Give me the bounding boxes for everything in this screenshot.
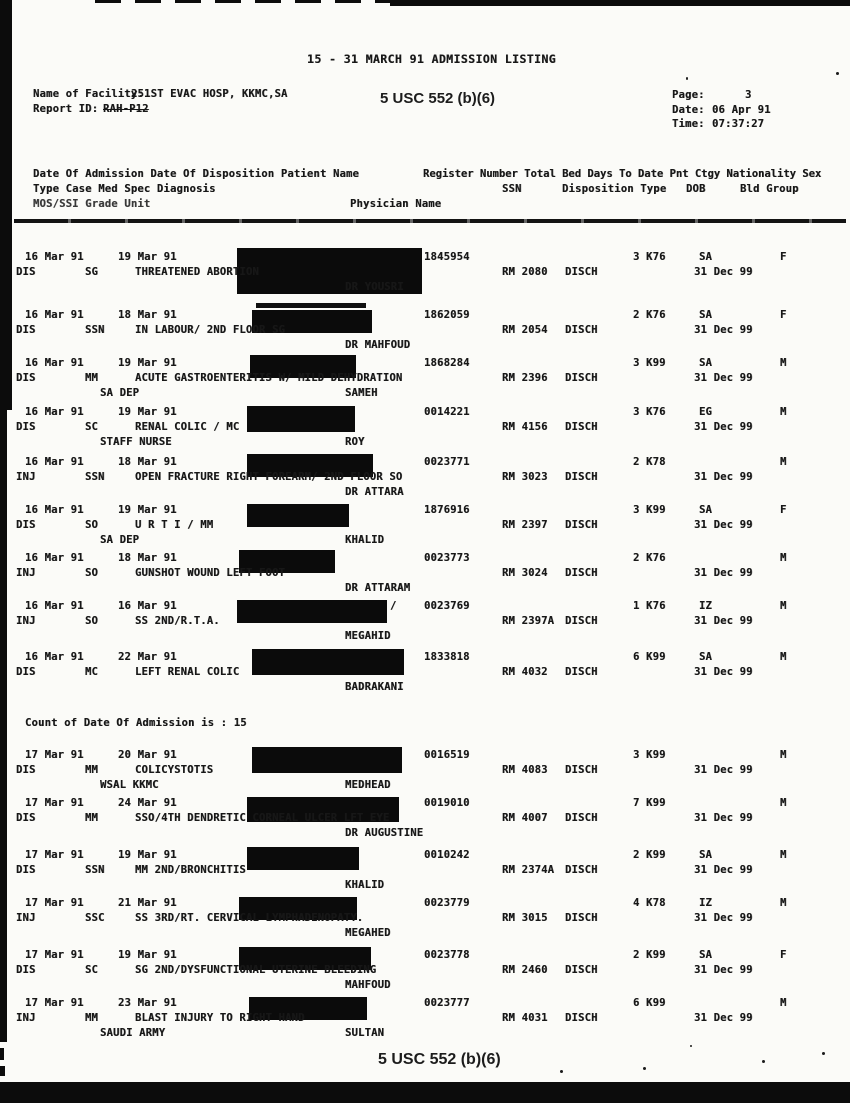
disposition-date: 19 Mar 91 bbox=[118, 949, 177, 961]
dob: 31 Dec 99 bbox=[694, 421, 753, 433]
disposition-type: DISCH bbox=[565, 266, 598, 278]
facility-value: 251ST EVAC HOSP, KKMC,SA bbox=[131, 88, 288, 100]
patient-name-redaction-box bbox=[247, 406, 355, 432]
room-number: RM 2080 bbox=[502, 266, 548, 278]
nationality: SA bbox=[699, 309, 713, 321]
admission-record bbox=[0, 456, 850, 504]
disposition-date: 18 Mar 91 bbox=[118, 456, 177, 468]
register-number: 0023777 bbox=[424, 997, 470, 1009]
bed-days-pnt-ctgy: 3 K76 bbox=[633, 406, 666, 418]
case-type: INJ bbox=[16, 471, 36, 483]
room-number: RM 2460 bbox=[502, 964, 548, 976]
sex: F bbox=[780, 949, 787, 961]
bed-days-pnt-ctgy: 2 K76 bbox=[633, 552, 666, 564]
time-value: 07:37:27 bbox=[712, 118, 765, 130]
diagnosis: MM 2ND/BRONCHITIS bbox=[135, 864, 246, 876]
sex: F bbox=[780, 309, 787, 321]
patient-name-redaction-box bbox=[252, 649, 404, 675]
disposition-type: DISCH bbox=[565, 324, 598, 336]
sex: M bbox=[780, 849, 787, 861]
scan-speck bbox=[822, 1052, 825, 1055]
register-number: 0014221 bbox=[424, 406, 470, 418]
admission-date: 17 Mar 91 bbox=[25, 949, 84, 961]
scan-speck bbox=[643, 1067, 646, 1070]
disposition-date: 19 Mar 91 bbox=[118, 849, 177, 861]
disposition-type: DISCH bbox=[565, 1012, 598, 1024]
register-number: 0019010 bbox=[424, 797, 470, 809]
register-number: 0023773 bbox=[424, 552, 470, 564]
dob: 31 Dec 99 bbox=[694, 864, 753, 876]
unit: WSAL KKMC bbox=[100, 779, 159, 791]
facility-label: Name of Facility: bbox=[33, 88, 144, 100]
case-type: INJ bbox=[16, 615, 36, 627]
disposition-type: DISCH bbox=[565, 764, 598, 776]
column-header-line3-left: MOS/SSI Grade Unit bbox=[33, 198, 151, 210]
room-number: RM 4031 bbox=[502, 1012, 548, 1024]
med-spec: SC bbox=[85, 421, 99, 433]
disposition-date: 16 Mar 91 bbox=[118, 600, 177, 612]
disposition-type: DISCH bbox=[565, 519, 598, 531]
column-header-line1-right: Register Number Total Bed Days To Date Pnt Ctgy Nationality Sex bbox=[423, 168, 822, 180]
patient-name-suffix: / bbox=[390, 600, 397, 612]
foia-exemption-stamp-header: 5 USC 552 (b)(6) bbox=[380, 90, 496, 107]
column-header-disposition-type: Disposition Type bbox=[562, 183, 667, 195]
scan-artifact-top-left bbox=[95, 0, 395, 3]
unit: SAUDI ARMY bbox=[100, 1027, 166, 1039]
dob: 31 Dec 99 bbox=[694, 519, 753, 531]
bed-days-pnt-ctgy: 7 K99 bbox=[633, 797, 666, 809]
disposition-type: DISCH bbox=[565, 615, 598, 627]
dob: 31 Dec 99 bbox=[694, 615, 753, 627]
med-spec: SSN bbox=[85, 864, 105, 876]
date-label: Date: bbox=[672, 104, 705, 116]
case-type: DIS bbox=[16, 266, 36, 278]
med-spec: MM bbox=[85, 372, 99, 384]
room-number: RM 4007 bbox=[502, 812, 548, 824]
physician-name: SAMEH bbox=[345, 387, 378, 399]
physician-name: DR YOUSRI bbox=[345, 281, 404, 293]
nationality: SA bbox=[699, 849, 713, 861]
dob: 31 Dec 99 bbox=[694, 1012, 753, 1024]
admission-date: 17 Mar 91 bbox=[25, 897, 84, 909]
bed-days-pnt-ctgy: 3 K99 bbox=[633, 357, 666, 369]
count-line: Count of Date Of Admission is : 15 bbox=[25, 717, 247, 729]
dob: 31 Dec 99 bbox=[694, 666, 753, 678]
room-number: RM 3023 bbox=[502, 471, 548, 483]
dob: 31 Dec 99 bbox=[694, 471, 753, 483]
nationality: SA bbox=[699, 949, 713, 961]
unit: SA DEP bbox=[100, 534, 140, 546]
sex: F bbox=[780, 251, 787, 263]
sex: M bbox=[780, 897, 787, 909]
bed-days-pnt-ctgy: 3 K99 bbox=[633, 504, 666, 516]
column-header-bld-group: Bld Group bbox=[740, 183, 799, 195]
dob: 31 Dec 99 bbox=[694, 964, 753, 976]
admission-date: 17 Mar 91 bbox=[25, 997, 84, 1009]
disposition-date: 24 Mar 91 bbox=[118, 797, 177, 809]
disposition-type: DISCH bbox=[565, 912, 598, 924]
med-spec: MC bbox=[85, 666, 99, 678]
admission-record bbox=[0, 600, 850, 648]
dob: 31 Dec 99 bbox=[694, 324, 753, 336]
nationality: SA bbox=[699, 651, 713, 663]
case-type: DIS bbox=[16, 324, 36, 336]
physician-name: MEGAHED bbox=[345, 927, 391, 939]
case-type: INJ bbox=[16, 567, 36, 579]
room-number: RM 2397 bbox=[502, 519, 548, 531]
scan-speck bbox=[690, 1045, 692, 1047]
nationality: IZ bbox=[699, 600, 713, 612]
column-header-dob: DOB bbox=[686, 183, 706, 195]
scan-artifact-bottom-bar bbox=[0, 1082, 850, 1103]
sex: M bbox=[780, 456, 787, 468]
diagnosis: SS 2ND/R.T.A. bbox=[135, 615, 220, 627]
sex: M bbox=[780, 406, 787, 418]
scan-artifact-left-dash-1 bbox=[0, 1048, 4, 1060]
physician-name: SULTAN bbox=[345, 1027, 385, 1039]
dob: 31 Dec 99 bbox=[694, 764, 753, 776]
bed-days-pnt-ctgy: 3 K99 bbox=[633, 749, 666, 761]
disposition-type: DISCH bbox=[565, 812, 598, 824]
scan-artifact-top-right bbox=[390, 0, 850, 6]
bed-days-pnt-ctgy: 6 K99 bbox=[633, 997, 666, 1009]
room-number: RM 3024 bbox=[502, 567, 548, 579]
physician-name: DR ATTARA bbox=[345, 486, 404, 498]
diagnosis: SS 3RD/RT. CERVICAL LYMPHADENOPATY. bbox=[135, 912, 364, 924]
report-id-value: RAH-P12 bbox=[103, 103, 149, 115]
diagnosis: IN LABOUR/ 2ND FLOOR SG bbox=[135, 324, 285, 336]
admission-date: 16 Mar 91 bbox=[25, 552, 84, 564]
sex: M bbox=[780, 651, 787, 663]
diagnosis: RENAL COLIC / MC bbox=[135, 421, 240, 433]
column-header-physician-name: Physician Name bbox=[350, 198, 442, 210]
register-number: 0010242 bbox=[424, 849, 470, 861]
diagnosis: U R T I / MM bbox=[135, 519, 214, 531]
register-number: 1862059 bbox=[424, 309, 470, 321]
disposition-date: 22 Mar 91 bbox=[118, 651, 177, 663]
room-number: RM 2054 bbox=[502, 324, 548, 336]
sex: M bbox=[780, 600, 787, 612]
sex: M bbox=[780, 749, 787, 761]
register-number: 1833818 bbox=[424, 651, 470, 663]
case-type: DIS bbox=[16, 372, 36, 384]
admission-date: 17 Mar 91 bbox=[25, 749, 84, 761]
sex: M bbox=[780, 997, 787, 1009]
disposition-date: 18 Mar 91 bbox=[118, 552, 177, 564]
unit: SA DEP bbox=[100, 387, 140, 399]
page-number: 3 bbox=[745, 89, 752, 101]
diagnosis: SSO/4TH DENDRETIC CORNEAL ULCER LFT EYE bbox=[135, 812, 390, 824]
bed-days-pnt-ctgy: 2 K78 bbox=[633, 456, 666, 468]
med-spec: SC bbox=[85, 964, 99, 976]
case-type: DIS bbox=[16, 964, 36, 976]
disposition-date: 19 Mar 91 bbox=[118, 251, 177, 263]
register-number: 0023779 bbox=[424, 897, 470, 909]
register-number: 1876916 bbox=[424, 504, 470, 516]
report-title: 15 - 31 MARCH 91 ADMISSION LISTING bbox=[307, 52, 557, 66]
bed-days-pnt-ctgy: 1 K76 bbox=[633, 600, 666, 612]
admission-record bbox=[0, 504, 850, 552]
sex: F bbox=[780, 504, 787, 516]
admission-record bbox=[0, 897, 850, 945]
dob: 31 Dec 99 bbox=[694, 912, 753, 924]
patient-name-redaction-box bbox=[247, 847, 359, 870]
med-spec: MM bbox=[85, 764, 99, 776]
case-type: DIS bbox=[16, 864, 36, 876]
header-separator-line bbox=[14, 219, 846, 223]
scan-speck bbox=[560, 1070, 563, 1073]
physician-name: MAHFOUD bbox=[345, 979, 391, 991]
register-number: 0023769 bbox=[424, 600, 470, 612]
admission-date: 16 Mar 91 bbox=[25, 357, 84, 369]
register-number: 0023778 bbox=[424, 949, 470, 961]
room-number: RM 4083 bbox=[502, 764, 548, 776]
redaction-remnant bbox=[256, 303, 366, 308]
admission-record bbox=[0, 797, 850, 845]
foia-exemption-stamp-footer: 5 USC 552 (b)(6) bbox=[378, 1051, 501, 1068]
date-value: 06 Apr 91 bbox=[712, 104, 771, 116]
admission-date: 16 Mar 91 bbox=[25, 456, 84, 468]
admission-date: 16 Mar 91 bbox=[25, 651, 84, 663]
patient-name-redaction-box bbox=[237, 600, 387, 623]
patient-name-redaction-box bbox=[252, 747, 402, 773]
med-spec: SO bbox=[85, 567, 99, 579]
room-number: RM 4156 bbox=[502, 421, 548, 433]
sex: M bbox=[780, 797, 787, 809]
physician-name: BADRAKANI bbox=[345, 681, 404, 693]
case-type: INJ bbox=[16, 912, 36, 924]
disposition-type: DISCH bbox=[565, 864, 598, 876]
med-spec: MM bbox=[85, 1012, 99, 1024]
bed-days-pnt-ctgy: 3 K76 bbox=[633, 251, 666, 263]
med-spec: SSN bbox=[85, 324, 105, 336]
disposition-date: 18 Mar 91 bbox=[118, 309, 177, 321]
physician-name: DR MAHFOUD bbox=[345, 339, 411, 351]
patient-name-redaction-box bbox=[247, 504, 349, 527]
physician-name: KHALID bbox=[345, 534, 385, 546]
diagnosis: SG 2ND/DYSFUNCTIONAL UTERINE BLEEDING bbox=[135, 964, 377, 976]
column-header-line2-left: Type Case Med Spec Diagnosis bbox=[33, 183, 216, 195]
admission-record bbox=[0, 251, 850, 299]
case-type: DIS bbox=[16, 764, 36, 776]
admission-record bbox=[0, 849, 850, 897]
case-type: DIS bbox=[16, 666, 36, 678]
diagnosis: ACUTE GASTROENTERITIS W/ MILD DEHYDRATION bbox=[135, 372, 403, 384]
nationality: SA bbox=[699, 357, 713, 369]
diagnosis: OPEN FRACTURE RIGHT FOREARM/ 2ND FLOOR SO bbox=[135, 471, 403, 483]
nationality: SA bbox=[699, 504, 713, 516]
physician-name: DR ATTARAM bbox=[345, 582, 411, 594]
diagnosis: GUNSHOT WOUND LEFT FOOT bbox=[135, 567, 285, 579]
register-number: 0023771 bbox=[424, 456, 470, 468]
nationality: EG bbox=[699, 406, 713, 418]
bed-days-pnt-ctgy: 4 K78 bbox=[633, 897, 666, 909]
room-number: RM 3015 bbox=[502, 912, 548, 924]
scan-artifact-left-dash-2 bbox=[0, 1066, 5, 1076]
physician-name: MEGAHID bbox=[345, 630, 391, 642]
dob: 31 Dec 99 bbox=[694, 567, 753, 579]
admission-date: 16 Mar 91 bbox=[25, 406, 84, 418]
disposition-type: DISCH bbox=[565, 666, 598, 678]
dob: 31 Dec 99 bbox=[694, 266, 753, 278]
case-type: INJ bbox=[16, 1012, 36, 1024]
nationality: SA bbox=[699, 251, 713, 263]
physician-name: KHALID bbox=[345, 879, 385, 891]
disposition-type: DISCH bbox=[565, 372, 598, 384]
disposition-date: 20 Mar 91 bbox=[118, 749, 177, 761]
admission-date: 16 Mar 91 bbox=[25, 251, 84, 263]
time-label: Time: bbox=[672, 118, 705, 130]
bed-days-pnt-ctgy: 2 K76 bbox=[633, 309, 666, 321]
disposition-date: 21 Mar 91 bbox=[118, 897, 177, 909]
disposition-type: DISCH bbox=[565, 421, 598, 433]
admission-record bbox=[0, 651, 850, 699]
admission-record bbox=[0, 949, 850, 997]
nationality: IZ bbox=[699, 897, 713, 909]
register-number: 1845954 bbox=[424, 251, 470, 263]
physician-name: DR AUGUSTINE bbox=[345, 827, 424, 839]
admission-record bbox=[0, 552, 850, 600]
diagnosis: BLAST INJURY TO RIGHT HAND bbox=[135, 1012, 305, 1024]
bed-days-pnt-ctgy: 2 K99 bbox=[633, 949, 666, 961]
admission-date: 17 Mar 91 bbox=[25, 797, 84, 809]
admission-record bbox=[0, 997, 850, 1045]
disposition-date: 23 Mar 91 bbox=[118, 997, 177, 1009]
bed-days-pnt-ctgy: 2 K99 bbox=[633, 849, 666, 861]
disposition-date: 19 Mar 91 bbox=[118, 504, 177, 516]
case-type: DIS bbox=[16, 519, 36, 531]
med-spec: MM bbox=[85, 812, 99, 824]
disposition-type: DISCH bbox=[565, 964, 598, 976]
register-number: 1868284 bbox=[424, 357, 470, 369]
admission-record bbox=[0, 406, 850, 454]
room-number: RM 4032 bbox=[502, 666, 548, 678]
column-header-line1-left: Date Of Admission Date Of Disposition Patient Name bbox=[33, 168, 360, 180]
report-id-label: Report ID: bbox=[33, 103, 99, 115]
dob: 31 Dec 99 bbox=[694, 812, 753, 824]
diagnosis: THREATENED ABORTION bbox=[135, 266, 259, 278]
sex: M bbox=[780, 357, 787, 369]
admission-record bbox=[0, 309, 850, 357]
disposition-type: DISCH bbox=[565, 567, 598, 579]
dob: 31 Dec 99 bbox=[694, 372, 753, 384]
room-number: RM 2396 bbox=[502, 372, 548, 384]
admission-record bbox=[0, 357, 850, 405]
physician-name: MEDHEAD bbox=[345, 779, 391, 791]
diagnosis: LEFT RENAL COLIC bbox=[135, 666, 240, 678]
room-number: RM 2374A bbox=[502, 864, 555, 876]
page-label: Page: bbox=[672, 89, 705, 101]
case-type: DIS bbox=[16, 812, 36, 824]
med-spec: SG bbox=[85, 266, 99, 278]
bed-days-pnt-ctgy: 6 K99 bbox=[633, 651, 666, 663]
sex: M bbox=[780, 552, 787, 564]
case-type: DIS bbox=[16, 421, 36, 433]
disposition-type: DISCH bbox=[565, 471, 598, 483]
diagnosis: COLICYSTOTIS bbox=[135, 764, 214, 776]
disposition-date: 19 Mar 91 bbox=[118, 357, 177, 369]
admission-date: 16 Mar 91 bbox=[25, 600, 84, 612]
med-spec: SO bbox=[85, 615, 99, 627]
admission-record bbox=[0, 749, 850, 797]
admission-date: 16 Mar 91 bbox=[25, 504, 84, 516]
admission-date: 17 Mar 91 bbox=[25, 849, 84, 861]
med-spec: SSN bbox=[85, 471, 105, 483]
room-number: RM 2397A bbox=[502, 615, 555, 627]
column-header-ssn: SSN bbox=[502, 183, 522, 195]
physician-name: ROY bbox=[345, 436, 365, 448]
disposition-date: 19 Mar 91 bbox=[118, 406, 177, 418]
register-number: 0016519 bbox=[424, 749, 470, 761]
scan-speck bbox=[686, 77, 688, 80]
med-spec: SSC bbox=[85, 912, 105, 924]
scan-speck bbox=[762, 1060, 765, 1063]
admission-date: 16 Mar 91 bbox=[25, 309, 84, 321]
scan-speck bbox=[836, 72, 839, 75]
unit: STAFF NURSE bbox=[100, 436, 172, 448]
med-spec: SO bbox=[85, 519, 99, 531]
